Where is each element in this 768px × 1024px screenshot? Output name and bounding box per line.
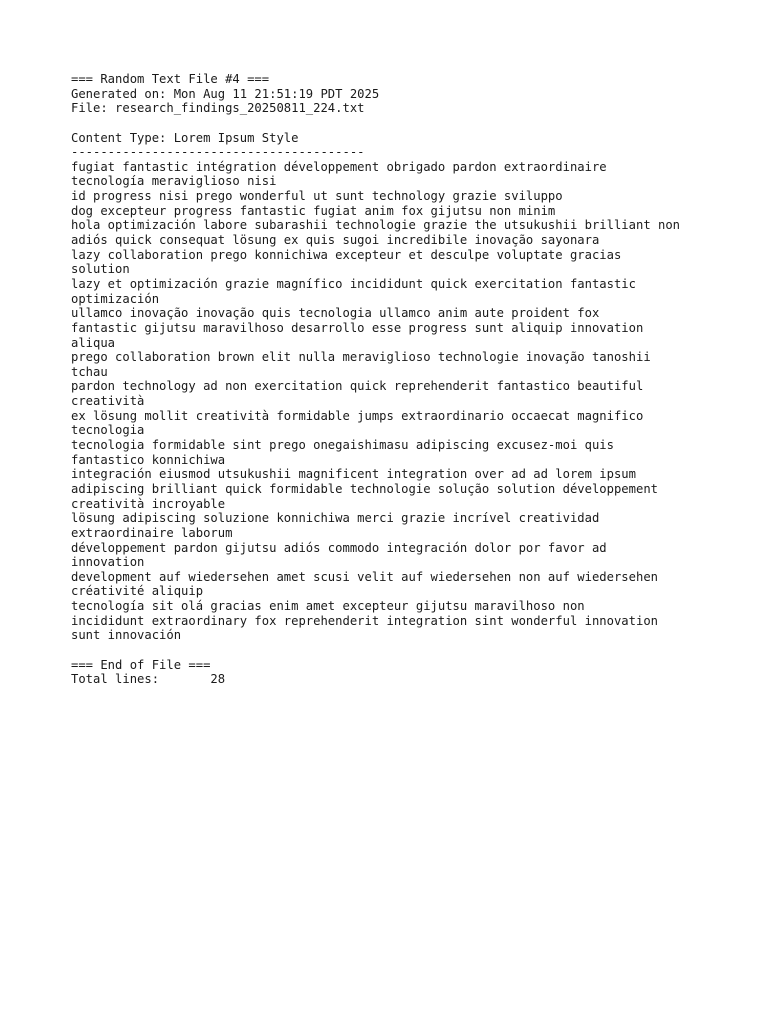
content-type: Content Type: Lorem Ipsum Style [71, 130, 299, 145]
body-line: hola optimización labore subarashii technologie grazie the utsukushii brilliant non [71, 218, 681, 233]
body-line: tecnología meraviglioso nisi [71, 174, 277, 189]
body-line: sunt innovación [71, 628, 182, 643]
body-line: pardon technology ad non exercitation quick reprehenderit fantastico beautiful [71, 379, 644, 394]
body-line: fantastico konnichiwa [71, 452, 226, 467]
file-name: File: research_findings_20250811_224.txt [71, 101, 365, 116]
body-line: lösung adipiscing soluzione konnichiwa merci grazie incrível creatividad [71, 511, 600, 526]
body-line: fugiat fantastic intégration développement obrigado pardon extraordinaire [71, 159, 607, 174]
text-document [71, 72, 761, 687]
body-line: prego collaboration brown elit nulla meraviglioso technologie inovação tanoshii [71, 350, 651, 365]
body-line: fantastic gijutsu maravilhoso desarrollo esse progress sunt aliquip innovation [71, 320, 644, 335]
body-line: lazy collaboration prego konnichiwa excepteur et desculpe voluptate gracias [71, 247, 622, 262]
separator-line: ---------------------------------------- [71, 145, 365, 160]
body-line: développement pardon gijutsu adiós commodo integración dolor por favor ad [71, 540, 607, 555]
body-line: innovation [71, 555, 145, 570]
body-line: development auf wiedersehen amet scusi velit auf wiedersehen non auf wiedersehen [71, 569, 658, 584]
body-line: id progress nisi prego wonderful ut sunt technology grazie sviluppo [71, 189, 563, 204]
blank-line [71, 116, 761, 131]
body-line: lazy et optimización grazie magnífico incididunt quick exercitation fantastic [71, 276, 636, 291]
body-line: créativité aliquip [71, 584, 204, 599]
body-line: ex lösung mollit creatività formidable jumps extraordinario occaecat magnifico [71, 408, 644, 423]
body-line: tecnología sit olá gracias enim amet excepteur gijutsu maravilhoso non [71, 599, 585, 614]
body-line: optimización [71, 291, 160, 306]
body-line: adipiscing brilliant quick formidable technologie solução solution développement [71, 481, 658, 496]
body-line: solution [71, 262, 130, 277]
body-text [71, 160, 761, 643]
body-line: ullamco inovação inovação quis tecnologia ullamco anim aute proident fox [71, 306, 600, 321]
body-line: aliqua [71, 335, 116, 350]
body-line: dog excepteur progress fantastic fugiat anim fox gijutsu non minim [71, 203, 556, 218]
body-line: tchau [71, 364, 108, 379]
file-title: === Random Text File #4 === [71, 72, 270, 86]
body-line: tecnologia formidable sint prego onegaishimasu adipiscing excusez-moi quis [71, 438, 614, 453]
end-of-file-marker: === End of File === [71, 657, 211, 672]
total-lines: Total lines: 28 [71, 672, 226, 687]
body-line: integración eiusmod utsukushii magnificent integration over ad ad lorem ipsum [71, 467, 636, 482]
generated-timestamp: Generated on: Mon Aug 11 21:51:19 PDT 2025 [71, 86, 380, 101]
body-line: tecnologia [71, 423, 145, 438]
body-line: creatività incroyable [71, 496, 226, 511]
body-line: incididunt extraordinary fox reprehenderit integration sint wonderful innovation [71, 613, 658, 628]
body-line: adiós quick consequat lösung ex quis sugoi incredibile inovação sayonara [71, 233, 600, 248]
blank-line [71, 643, 761, 658]
body-line: creatività [71, 394, 145, 409]
body-line: extraordinaire laborum [71, 525, 233, 540]
